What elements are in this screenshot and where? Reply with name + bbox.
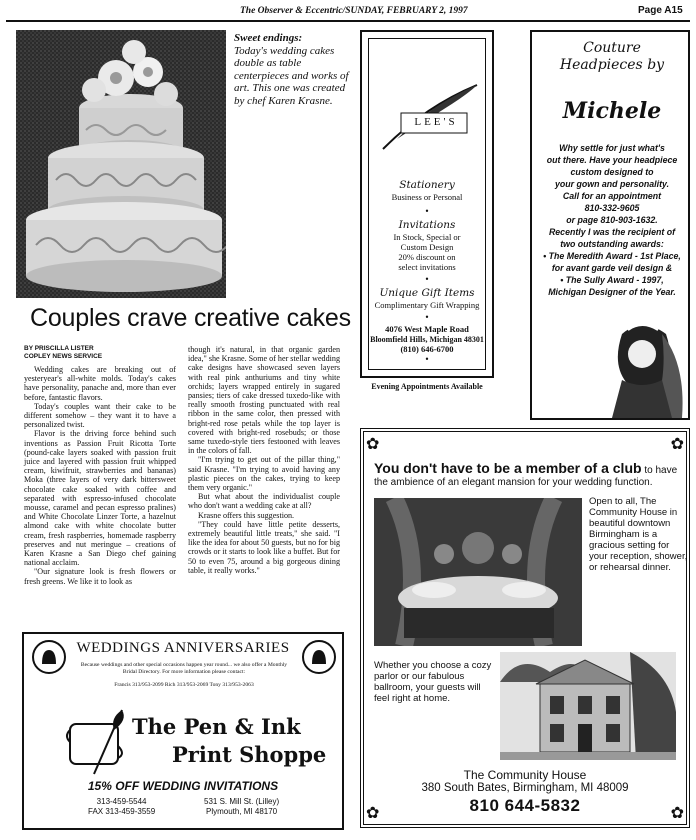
weddings-contacts: Francis 313/953-2099 Rich 313/953-2069 Tony 313/953-2063 (114, 682, 254, 688)
lees-inner-border (368, 38, 486, 370)
lees-stationery-sub: Business or Personal (391, 192, 463, 202)
michele-title-line2: Headpieces by (559, 57, 665, 73)
scroll-quill-icon (64, 704, 132, 778)
michele-body (538, 142, 686, 298)
lees-invitations-sub2: Custom Design (400, 242, 454, 252)
bullet-dot: • (424, 355, 430, 364)
lees-invitations-sub4: select invitations (398, 262, 456, 272)
community-house-exterior-photo (500, 652, 676, 760)
bullet-dot: • (424, 207, 430, 216)
couture-headpieces-ad (530, 30, 690, 420)
michele-line: two outstanding awards: (560, 239, 664, 249)
pen-ink-address (204, 797, 279, 816)
michele-line: • The Meredith Award - 1st Place, (543, 251, 681, 261)
lees-hours: Evening Appointments Available (371, 382, 483, 391)
weddings-anniversaries-ad (22, 632, 344, 830)
caption-lead: Sweet endings: (234, 32, 303, 44)
article-paragraph: Wedding cakes are breaking out of yesteryear's all-white molds. Today's cakes have personality, panache and, more than ever before, fantastic flavors. (24, 365, 176, 402)
michele-line: 810-332-9605 (584, 203, 640, 213)
article-paragraph: though it's natural, in that organic garden idea," she Krasne. Some of her stellar wedding cake designs have showcased seven layers with real pink anthuriums and tiny white orchids; layers wrapped entirely in sugared pansies; tiers of cake dressed tuxedo-like with really smooth frosting punctuated with real ribbon in the same color, then pressed with bright-red rose petals while the top layer is covered with bright-red rosebuds; or those same tuxedo-style tiers festooned with leaves in the colors of fall. (188, 345, 340, 456)
article-paragraph: Krasne offers this suggestion. (198, 510, 295, 520)
byline-author: BY PRISCILLA LISTER (24, 345, 94, 352)
pen-ink-shop-name-line1: The Pen & Ink (132, 714, 301, 739)
page-number: Page A15 (638, 5, 683, 16)
lees-invitations-sub3: 20% discount on (398, 252, 456, 262)
michele-title (540, 40, 684, 74)
pen-ink-address-line2: Plymouth, MI 48170 (205, 806, 278, 816)
article-paragraph: But what about the individualist couple who don't want a wedding cake at all? (188, 492, 340, 511)
michele-line: Michigan Designer of the Year. (548, 287, 676, 297)
michele-line: for avant garde veil design & (551, 263, 673, 273)
header-rule (6, 20, 690, 22)
pen-ink-phone: 313-459-5544 (96, 797, 147, 806)
header-date-line: The Observer & Eccentric/SUNDAY, FEBRUARY 2, 1997 (240, 6, 468, 16)
article-paragraph: "They could have little petite desserts, extremely beautiful little treats," she said. "I like the idea for about 50 guests, but no for big crowds or it starts to look like a buffet. But for 50 to even 75, around a big gorgeous dining table, it really works." (188, 519, 340, 575)
lees-logo-text: LEE'S (414, 116, 458, 128)
michele-line: Why settle for just what's (559, 143, 665, 153)
michele-name: Michele (562, 98, 662, 124)
lees-gifts-heading: Unique Gift Items (379, 287, 475, 299)
pen-ink-shop-name-line2: Print Shoppe (172, 742, 327, 767)
weddings-subtitle: Because weddings and other special occasions happen year round... we also offer a Monthly Bridal Directory. For more information please contact: (80, 662, 288, 675)
article-paragraph: Flavor is the driving force behind such inventions as Passion Fruit Ricotta Torte (pound-cake layers soaked with passion fruit juice and layered with passion fruit whipped cream, kiwifruit, strawberries and bananas) Moka (three layers of very dark bittersweet chocolate cake soaked with coffee and separated with espresso-infused chocolate mousse, caramel and pecan espresso pralines) and White Chocolate Linzer Torte, a hazelnut almond cake with white chocolate butter cream, fresh raspberries, homemade raspberry preserves and nut meringue – creations of Karen Krasne a San Diego chef gaining national acclaim. (24, 429, 176, 568)
community-headline-bold: You don't have to be a member of a club (374, 460, 642, 476)
article-column-1 (24, 365, 176, 586)
lees-stationery-heading: Stationery (399, 179, 455, 191)
pen-ink-phones (88, 797, 155, 816)
article-paragraph: Today's couples want their cake to be different somehow – they want it to have a personalized twist. (24, 401, 176, 430)
article-headline: Couples crave creative cakes (30, 304, 351, 332)
community-house-ad (360, 428, 690, 828)
community-name: The Community House (463, 768, 587, 782)
weddings-title: WEDDINGS ANNIVERSARIES (76, 640, 290, 656)
ballroom-photo (374, 498, 582, 646)
community-phone: 810 644-5832 (469, 796, 581, 815)
article-paragraph: "I'm trying to get out of the pillar thing," said Krasne. "I'm trying to avoid having any plastic pieces on the cakes, trying to keep them very organic." (188, 455, 340, 493)
lees-address1: 4076 West Maple Road (385, 324, 469, 334)
lees-address2: Bloomfield Hills, Michigan 48301 (370, 335, 484, 344)
bullet-dot: • (424, 313, 430, 322)
community-choose-text: Whether you choose a cozy parlor or our fabulous ballroom, your guests will feel right at home. (374, 660, 492, 704)
invitation-offer: 15% OFF WEDDING INVITATIONS (87, 779, 279, 793)
article-paragraph: "Our signature look is fresh flowers or fresh greens. We like it to look as (24, 567, 176, 586)
caption-text: Today's wedding cakes double as table centerpieces and works of art. This one was created by chef Karen Krasne. (234, 44, 349, 107)
pen-ink-address-line1: 531 S. Mill St. (Lilley) (204, 797, 280, 806)
pen-ink-fax: FAX 313-459-3559 (88, 806, 156, 816)
wedding-cake-photo (16, 30, 226, 298)
lees-phone: (810) 646-6700 (400, 344, 454, 354)
michele-line: Recently I was the recipient of (548, 227, 676, 237)
photo-caption (234, 32, 354, 107)
michele-line: or page 810-903-1632. (566, 215, 658, 225)
community-address: 380 South Bates, Birmingham, MI 48009 (421, 782, 629, 794)
bullet-dot: • (424, 275, 430, 284)
article-column-2 (188, 345, 340, 575)
lees-gifts-sub: Complimentary Gift Wrapping (374, 300, 480, 310)
community-description: Open to all, The Community House in beautiful downtown Birmingham is a gracious setting for your reception, shower, or rehearsal dinner. (589, 496, 688, 573)
bride-veil-illustration-icon (592, 314, 688, 418)
michele-line: • The Sully Award - 1997, (560, 275, 664, 285)
flower-corner-icon: ✿ (366, 803, 380, 822)
community-headline (374, 462, 684, 489)
flower-corner-icon: ✿ (670, 434, 684, 453)
michele-line: out there. Have your headpiece (546, 155, 678, 165)
lees-stationery-ad (360, 30, 494, 391)
lees-invitations-sub1: In Stock, Special or (393, 232, 461, 242)
michele-line: custom designed to (570, 167, 654, 177)
michele-line: Call for an appointment (562, 191, 662, 201)
byline (24, 345, 102, 361)
michele-title-line1: Couture (583, 40, 641, 56)
flower-corner-icon: ✿ (366, 434, 380, 453)
community-headline-rest: to have the ambience of an elegant mansion for your wedding function. (374, 465, 678, 488)
flower-corner-icon: ✿ (670, 803, 684, 822)
lees-invitations-heading: Invitations (398, 219, 456, 231)
byline-service: COPLEY NEWS SERVICE (24, 353, 103, 360)
michele-line: your gown and personality. (554, 179, 670, 189)
